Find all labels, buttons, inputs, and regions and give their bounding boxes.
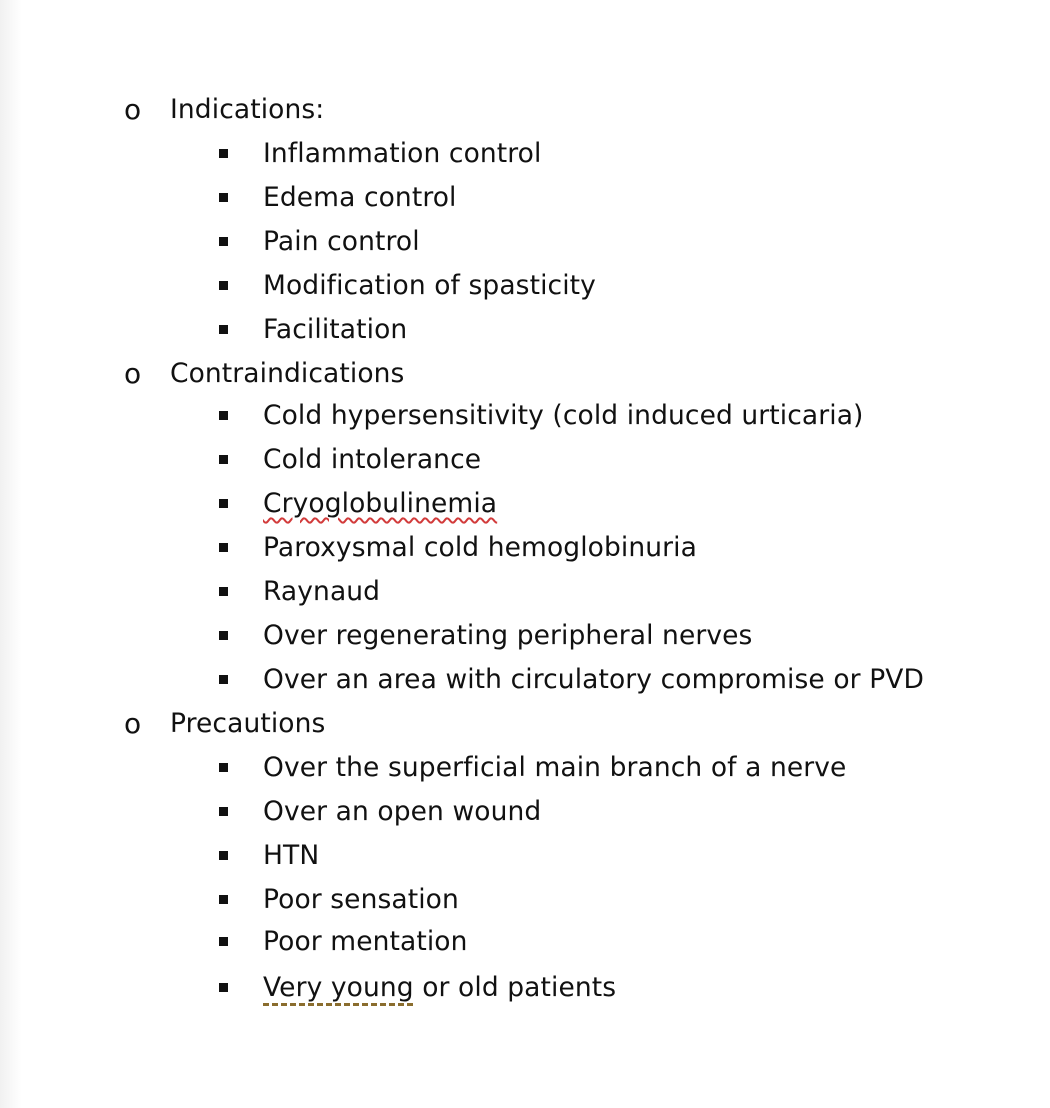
list-item-text: Facilitation: [263, 314, 408, 345]
square-bullet-icon: [219, 149, 228, 158]
square-bullet-icon: [219, 675, 228, 684]
square-bullet-icon: [219, 983, 228, 992]
list-item-text: Cold hypersensitivity (cold induced urticaria): [263, 400, 864, 431]
list-item-text: Over an open wound: [263, 796, 542, 827]
square-bullet-icon: [219, 411, 228, 420]
list-item-text: Edema control: [263, 182, 457, 213]
list-item: [0, 266, 1050, 306]
list-item: [0, 440, 1050, 480]
spellcheck-flagged-text: Cryoglobulinemia: [263, 488, 498, 519]
list-item: [0, 616, 1050, 656]
section-precautions: [0, 704, 1050, 744]
list-item-text: Poor mentation: [263, 926, 468, 957]
square-bullet-icon: [219, 237, 228, 246]
square-bullet-icon: [219, 325, 228, 334]
square-bullet-icon: [219, 631, 228, 640]
square-bullet-icon: [219, 193, 228, 202]
list-item: [0, 660, 1050, 700]
list-item-text: Cold intolerance: [263, 444, 482, 475]
list-item-text: Raynaud: [263, 576, 381, 607]
list-item: [0, 922, 1050, 962]
section-indications: [0, 90, 1050, 130]
list-item: [0, 572, 1050, 612]
list-item-text: Inflammation control: [263, 138, 542, 169]
list-item: [0, 748, 1050, 788]
list-item-text: HTN: [263, 840, 320, 871]
square-bullet-icon: [219, 763, 228, 772]
square-bullet-icon: [219, 937, 228, 946]
square-bullet-icon: [219, 807, 228, 816]
list-item: [0, 134, 1050, 174]
list-item-text: [263, 968, 616, 1008]
list-item: [0, 178, 1050, 218]
list-item: [0, 396, 1050, 436]
list-item: [0, 836, 1050, 876]
section-heading: Contraindications: [170, 358, 405, 389]
hollow-bullet-icon: o: [124, 357, 142, 390]
square-bullet-icon: [219, 587, 228, 596]
square-bullet-icon: [219, 851, 228, 860]
list-item: [0, 880, 1050, 920]
list-item-text: Paroxysmal cold hemoglobinuria: [263, 532, 697, 563]
list-item-text: Pain control: [263, 226, 420, 257]
square-bullet-icon: [219, 895, 228, 904]
list-item-text: Poor sensation: [263, 884, 459, 915]
square-bullet-icon: [219, 543, 228, 552]
list-item-text: Over regenerating peripheral nerves: [263, 620, 753, 651]
hollow-bullet-icon: o: [124, 93, 142, 126]
grammar-flagged-text: Very young: [263, 972, 414, 1003]
list-item-text-rest: or old patients: [413, 972, 617, 1003]
list-item: [0, 310, 1050, 350]
hollow-bullet-icon: o: [124, 707, 142, 740]
section-contraindications: [0, 354, 1050, 394]
list-item: [0, 222, 1050, 262]
list-item: [0, 792, 1050, 832]
list-item: [0, 968, 1050, 1008]
list-item-text: Over the superficial main branch of a nerve: [263, 752, 847, 783]
section-heading: Indications:: [170, 94, 325, 125]
list-item: [0, 484, 1050, 524]
list-item-text: Over an area with circulatory compromise or PVD: [263, 664, 925, 695]
square-bullet-icon: [219, 455, 228, 464]
square-bullet-icon: [219, 499, 228, 508]
section-heading: Precautions: [170, 708, 326, 739]
square-bullet-icon: [219, 281, 228, 290]
list-item-text: Modification of spasticity: [263, 270, 596, 301]
list-item: [0, 528, 1050, 568]
